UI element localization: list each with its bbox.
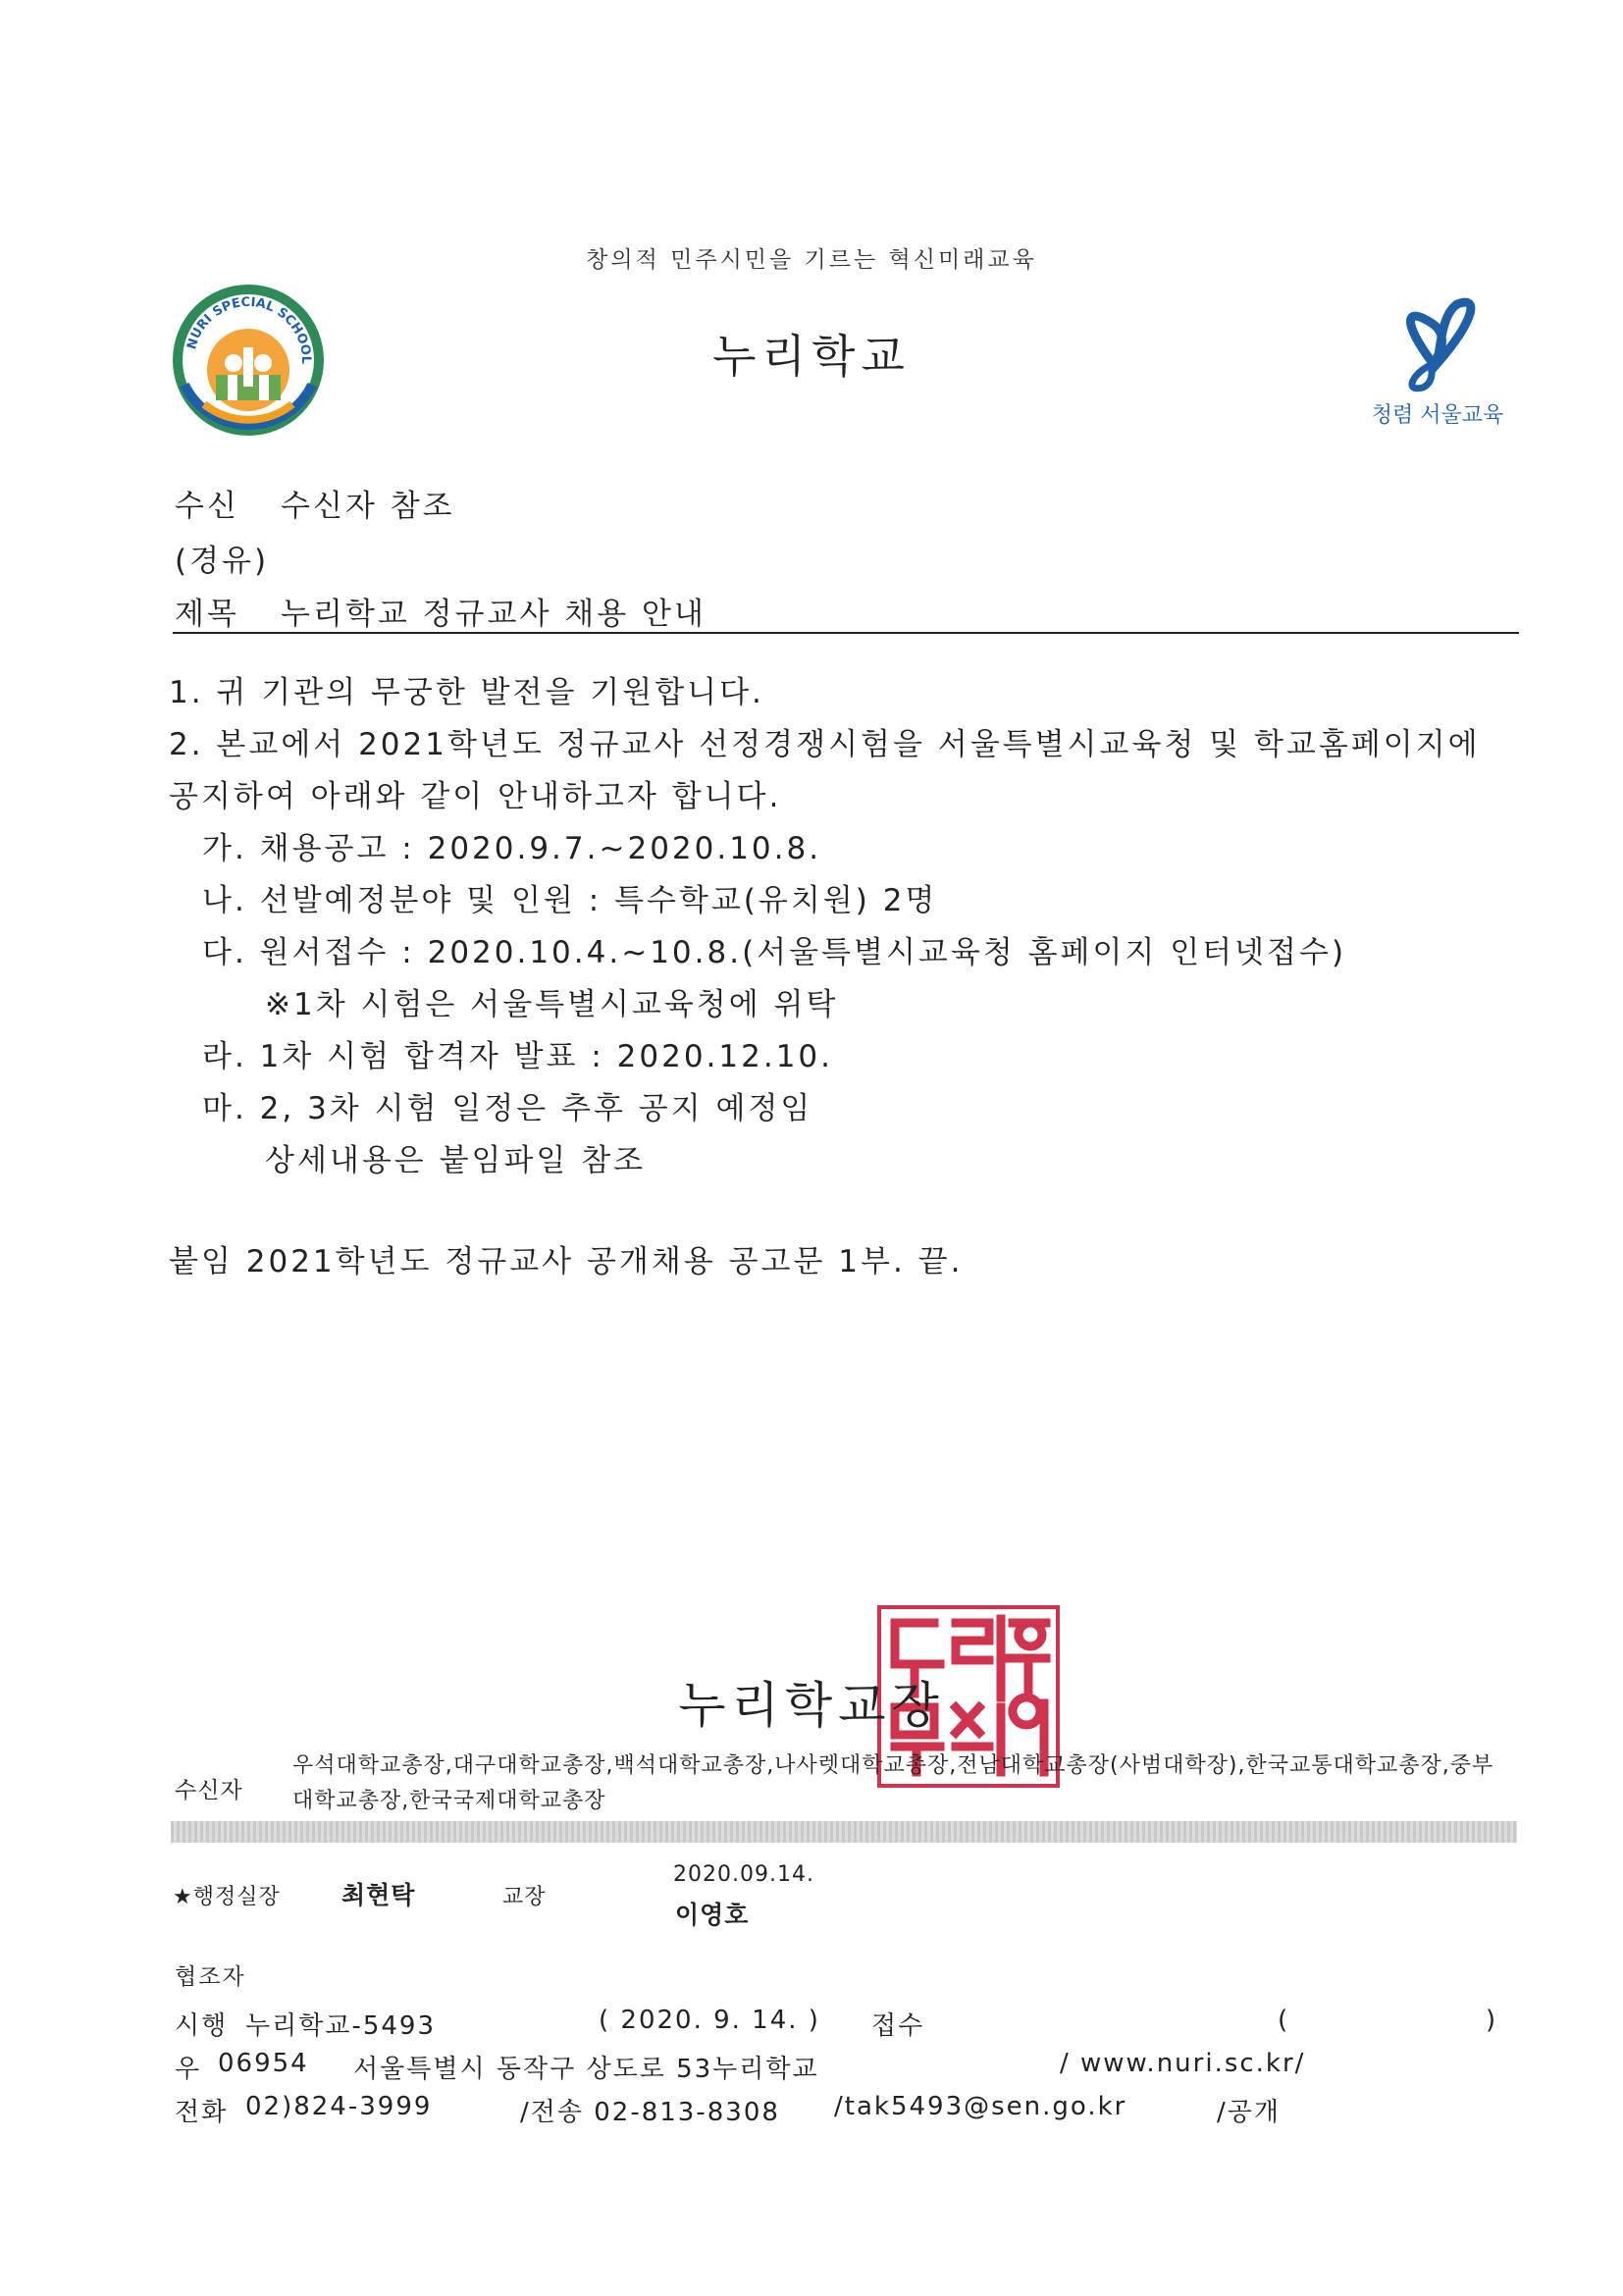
disclosure-status: /공개 bbox=[1217, 2098, 1281, 2127]
enforce-number: 누리학교-5493 bbox=[245, 2011, 437, 2041]
receipt-close-paren: ) bbox=[1486, 2006, 1498, 2035]
receipt-open-paren: ( bbox=[1278, 2006, 1290, 2035]
approver-role: 교장 bbox=[502, 1885, 547, 1909]
recipients-list: 우석대학교총장,대구대학교총장,백석대학교총장,나사렛대학교총장,전남대학교총장(사범대학장),한국교통대학교총장,중부대학교총장,한국국제대학교총장 bbox=[292, 1753, 1494, 1813]
subject-value: 누리학교 정규교사 채용 안내 bbox=[281, 597, 707, 632]
header-divider bbox=[173, 632, 1519, 634]
postal-code: 06954 bbox=[218, 2049, 309, 2078]
approver-name: 최현탁 bbox=[341, 1881, 416, 1909]
approval-date: 2020.09.14. bbox=[673, 1862, 814, 1887]
body-line: 2. 본교에서 2021학년도 정규교사 선정경쟁시험을 서울특별시교육청 및 학교홈페이지에 bbox=[169, 727, 1481, 762]
body-line: 라. 1차 시험 합격자 발표 : 2020.12.10. bbox=[202, 1039, 834, 1074]
body-line: 1. 귀 기관의 무궁한 발전을 기원합니다. bbox=[169, 675, 764, 710]
logo-caption: 청렴 서울교육 bbox=[1371, 403, 1504, 428]
separator-bar bbox=[171, 1821, 1517, 1843]
homepage-link[interactable]: / www.nuri.sc.kr/ bbox=[1060, 2049, 1306, 2078]
postal-label: 우 bbox=[175, 2055, 202, 2084]
receipt-label: 접수 bbox=[871, 2011, 925, 2041]
sender-title: 누리학교장 bbox=[678, 1677, 945, 1734]
fax-number: /전송 02-813-8308 bbox=[520, 2098, 780, 2127]
recipient-value: 수신자 참조 bbox=[281, 489, 455, 524]
via-label: (경유) bbox=[175, 544, 270, 579]
phone-label: 전화 bbox=[175, 2098, 229, 2127]
email-link[interactable]: /tak5493@sen.go.kr bbox=[834, 2092, 1127, 2121]
logo-text: NURI SPECIAL SCHOOL bbox=[184, 294, 314, 365]
body-line: 공지하여 아래와 같이 안내하고자 합니다. bbox=[169, 779, 782, 814]
enforce-date: ( 2020. 9. 14. ) bbox=[599, 2006, 820, 2035]
body-line: ※1차 시험은 서울특별시교육청에 위탁 bbox=[265, 987, 839, 1022]
school-name-title: 누리학교 bbox=[712, 330, 911, 383]
phone-number: 02)824-3999 bbox=[245, 2092, 433, 2121]
recipient-label: 수신 bbox=[175, 489, 239, 524]
attachment-line: 붙임 2021학년도 정규교사 공개채용 공고문 1부. 끝. bbox=[169, 1244, 964, 1279]
body-line: 마. 2, 3차 시험 일정은 추후 공지 예정임 bbox=[202, 1091, 813, 1126]
recipients-label: 수신자 bbox=[175, 1778, 243, 1803]
subject-label: 제목 bbox=[175, 597, 239, 632]
body-line: 가. 채용공고 : 2020.9.7.~2020.10.8. bbox=[202, 831, 822, 866]
slogan: 창의적 민주시민을 기르는 혁신미래교육 bbox=[586, 247, 1037, 273]
body-line: 나. 선발예정분야 및 인원 : 특수학교(유치원) 2명 bbox=[202, 883, 938, 918]
approver-name: 이영호 bbox=[675, 1901, 750, 1929]
address: 서울특별시 동작구 상도로 53누리학교 bbox=[353, 2055, 819, 2084]
body-line: 다. 원서접수 : 2020.10.4.~10.8.(서울특별시교육청 홈페이지 인터넷접수) bbox=[202, 935, 1347, 970]
cooperator-label: 협조자 bbox=[175, 1964, 246, 1990]
approver-role: ★행정실장 bbox=[173, 1885, 281, 1909]
integrity-seoul-education-logo bbox=[1364, 285, 1511, 432]
enforce-label: 시행 bbox=[175, 2011, 229, 2041]
body-line: 상세내용은 붙임파일 참조 bbox=[265, 1143, 647, 1178]
